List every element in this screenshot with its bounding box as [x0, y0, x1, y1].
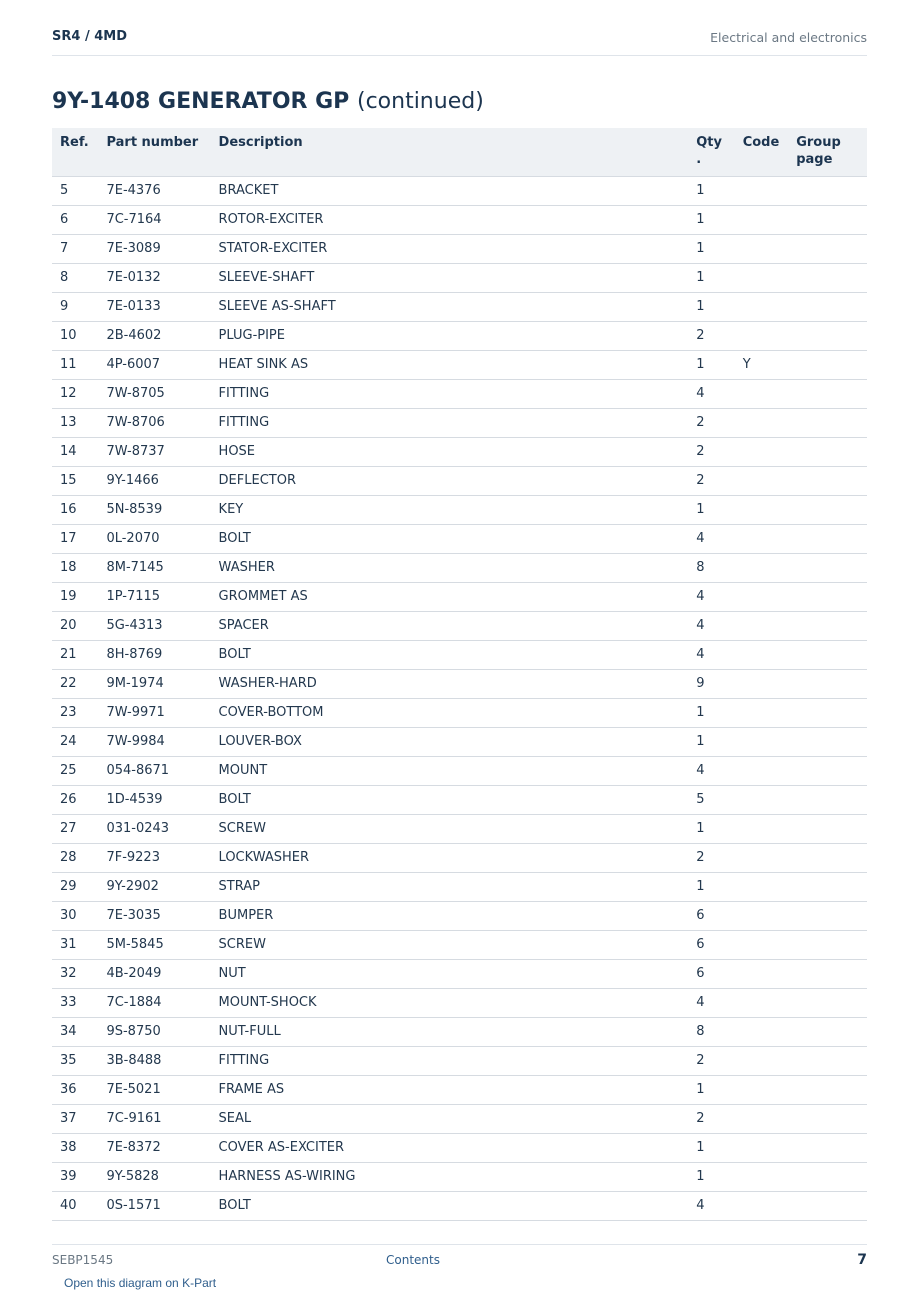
- model-breadcrumb: SR4 / 4MD: [52, 29, 127, 44]
- table-row: [52, 293, 867, 322]
- table-row: [52, 206, 867, 235]
- code-cell: [735, 409, 789, 438]
- description-cell: BOLT: [211, 1192, 689, 1221]
- qty-cell: 1: [688, 496, 734, 525]
- group-page-cell: [788, 786, 867, 815]
- ref-cell: 6: [52, 206, 98, 235]
- description-cell: NUT: [211, 960, 689, 989]
- part-number-cell: 7E-0132: [98, 264, 210, 293]
- table-row: [52, 873, 867, 902]
- description-cell: PLUG-PIPE: [211, 322, 689, 351]
- qty-cell: 5: [688, 786, 734, 815]
- part-number-cell: 9Y-2902: [98, 873, 210, 902]
- group-page-cell: [788, 699, 867, 728]
- qty-cell: 6: [688, 960, 734, 989]
- description-cell: HOSE: [211, 438, 689, 467]
- table-row: [52, 467, 867, 496]
- part-number-cell: 7C-7164: [98, 206, 210, 235]
- table-row: [52, 235, 867, 264]
- ref-cell: 16: [52, 496, 98, 525]
- code-cell: [735, 699, 789, 728]
- code-cell: [735, 960, 789, 989]
- qty-cell: 1: [688, 699, 734, 728]
- code-cell: [735, 583, 789, 612]
- description-cell: SLEEVE AS-SHAFT: [211, 293, 689, 322]
- part-number-cell: 3B-8488: [98, 1047, 210, 1076]
- title-continued: (continued): [356, 89, 484, 114]
- part-number-cell: 7W-8706: [98, 409, 210, 438]
- table-row: [52, 525, 867, 554]
- ref-cell: 34: [52, 1018, 98, 1047]
- column-header-qty: Qty .: [688, 128, 734, 177]
- ref-cell: 19: [52, 583, 98, 612]
- code-cell: [735, 1134, 789, 1163]
- group-page-cell: [788, 989, 867, 1018]
- part-number-cell: 7E-5021: [98, 1076, 210, 1105]
- qty-cell: 2: [688, 438, 734, 467]
- qty-cell: 8: [688, 1018, 734, 1047]
- table-row: [52, 554, 867, 583]
- description-cell: KEY: [211, 496, 689, 525]
- group-page-cell: [788, 1163, 867, 1192]
- part-number-cell: 031-0243: [98, 815, 210, 844]
- part-number-cell: 7E-4376: [98, 177, 210, 206]
- ref-cell: 26: [52, 786, 98, 815]
- group-page-cell: [788, 670, 867, 699]
- group-page-cell: [788, 380, 867, 409]
- group-page-cell: [788, 931, 867, 960]
- group-page-cell: [788, 351, 867, 380]
- description-cell: GROMMET AS: [211, 583, 689, 612]
- group-page-cell: [788, 525, 867, 554]
- document-id: SEBP1545: [52, 1253, 114, 1267]
- ref-cell: 14: [52, 438, 98, 467]
- group-page-cell: [788, 409, 867, 438]
- ref-cell: 15: [52, 467, 98, 496]
- table-row: [52, 351, 867, 380]
- group-page-cell: [788, 1105, 867, 1134]
- qty-cell: 8: [688, 554, 734, 583]
- part-number-cell: 4P-6007: [98, 351, 210, 380]
- ref-cell: 24: [52, 728, 98, 757]
- qty-cell: 1: [688, 1134, 734, 1163]
- description-cell: SPACER: [211, 612, 689, 641]
- page-title: [52, 89, 484, 114]
- part-number-cell: 9Y-1466: [98, 467, 210, 496]
- open-kpart-link[interactable]: Open this diagram on K-Part: [64, 1276, 217, 1290]
- code-cell: [735, 467, 789, 496]
- table-row: [52, 264, 867, 293]
- description-cell: WASHER: [211, 554, 689, 583]
- part-number-cell: 0S-1571: [98, 1192, 210, 1221]
- description-cell: BOLT: [211, 525, 689, 554]
- table-row: [52, 902, 867, 931]
- ref-cell: 7: [52, 235, 98, 264]
- code-cell: Y: [735, 351, 789, 380]
- ref-cell: 8: [52, 264, 98, 293]
- group-page-cell: [788, 873, 867, 902]
- code-cell: [735, 1192, 789, 1221]
- code-cell: [735, 873, 789, 902]
- parts-table: [52, 128, 867, 1221]
- part-number-cell: 5M-5845: [98, 931, 210, 960]
- group-page-cell: [788, 1018, 867, 1047]
- group-page-cell: [788, 496, 867, 525]
- table-row: [52, 931, 867, 960]
- ref-cell: 9: [52, 293, 98, 322]
- ref-cell: 28: [52, 844, 98, 873]
- description-cell: BOLT: [211, 641, 689, 670]
- ref-cell: 18: [52, 554, 98, 583]
- ref-cell: 5: [52, 177, 98, 206]
- table-row: [52, 438, 867, 467]
- table-row: [52, 409, 867, 438]
- table-row: [52, 380, 867, 409]
- part-number-cell: 7C-9161: [98, 1105, 210, 1134]
- qty-cell: 4: [688, 525, 734, 554]
- qty-cell: 2: [688, 844, 734, 873]
- ref-cell: 30: [52, 902, 98, 931]
- group-page-cell: [788, 467, 867, 496]
- code-cell: [735, 931, 789, 960]
- group-page-cell: [788, 612, 867, 641]
- qty-cell: 4: [688, 1192, 734, 1221]
- table-row: [52, 1134, 867, 1163]
- code-cell: [735, 554, 789, 583]
- column-header-group-page: Group page: [788, 128, 867, 177]
- group-title: 9Y-1408 GENERATOR GP: [52, 89, 350, 114]
- description-cell: NUT-FULL: [211, 1018, 689, 1047]
- description-cell: HEAT SINK AS: [211, 351, 689, 380]
- code-cell: [735, 844, 789, 873]
- description-cell: HARNESS AS-WIRING: [211, 1163, 689, 1192]
- description-cell: STATOR-EXCITER: [211, 235, 689, 264]
- table-row: [52, 1076, 867, 1105]
- code-cell: [735, 293, 789, 322]
- ref-cell: 12: [52, 380, 98, 409]
- code-cell: [735, 264, 789, 293]
- ref-cell: 10: [52, 322, 98, 351]
- part-number-cell: 7E-3089: [98, 235, 210, 264]
- table-row: [52, 728, 867, 757]
- code-cell: [735, 1105, 789, 1134]
- group-page-cell: [788, 757, 867, 786]
- parts-table-body: [52, 177, 867, 1221]
- ref-cell: 37: [52, 1105, 98, 1134]
- description-cell: FRAME AS: [211, 1076, 689, 1105]
- table-row: [52, 989, 867, 1018]
- table-row: [52, 322, 867, 351]
- code-cell: [735, 786, 789, 815]
- description-cell: SLEEVE-SHAFT: [211, 264, 689, 293]
- part-number-cell: 7E-3035: [98, 902, 210, 931]
- qty-cell: 6: [688, 902, 734, 931]
- ref-cell: 25: [52, 757, 98, 786]
- code-cell: [735, 1076, 789, 1105]
- qty-cell: 1: [688, 293, 734, 322]
- part-number-cell: 8M-7145: [98, 554, 210, 583]
- ref-cell: 38: [52, 1134, 98, 1163]
- code-cell: [735, 641, 789, 670]
- description-cell: LOCKWASHER: [211, 844, 689, 873]
- description-cell: COVER AS-EXCITER: [211, 1134, 689, 1163]
- table-row: [52, 641, 867, 670]
- description-cell: WASHER-HARD: [211, 670, 689, 699]
- part-number-cell: 2B-4602: [98, 322, 210, 351]
- qty-cell: 1: [688, 1076, 734, 1105]
- code-cell: [735, 206, 789, 235]
- group-page-cell: [788, 960, 867, 989]
- table-row: [52, 496, 867, 525]
- ref-cell: 29: [52, 873, 98, 902]
- part-number-cell: 7W-9984: [98, 728, 210, 757]
- part-number-cell: 9S-8750: [98, 1018, 210, 1047]
- column-header-description: Description: [211, 128, 689, 177]
- ref-cell: 40: [52, 1192, 98, 1221]
- qty-cell: 2: [688, 1105, 734, 1134]
- description-cell: COVER-BOTTOM: [211, 699, 689, 728]
- part-number-cell: 7F-9223: [98, 844, 210, 873]
- qty-cell: 4: [688, 641, 734, 670]
- description-cell: FITTING: [211, 409, 689, 438]
- description-cell: SEAL: [211, 1105, 689, 1134]
- qty-cell: 1: [688, 351, 734, 380]
- ref-cell: 32: [52, 960, 98, 989]
- table-row: [52, 786, 867, 815]
- ref-cell: 11: [52, 351, 98, 380]
- code-cell: [735, 612, 789, 641]
- group-page-cell: [788, 902, 867, 931]
- code-cell: [735, 1163, 789, 1192]
- group-page-cell: [788, 1192, 867, 1221]
- description-cell: BOLT: [211, 786, 689, 815]
- group-page-cell: [788, 815, 867, 844]
- group-page-cell: [788, 554, 867, 583]
- description-cell: BUMPER: [211, 902, 689, 931]
- description-cell: DEFLECTOR: [211, 467, 689, 496]
- page-number: 7: [857, 1252, 867, 1268]
- code-cell: [735, 902, 789, 931]
- ref-cell: 23: [52, 699, 98, 728]
- qty-cell: 1: [688, 728, 734, 757]
- description-cell: ROTOR-EXCITER: [211, 206, 689, 235]
- footer-divider: [52, 1244, 867, 1245]
- code-cell: [735, 235, 789, 264]
- qty-cell: 1: [688, 1163, 734, 1192]
- ref-cell: 27: [52, 815, 98, 844]
- code-cell: [735, 815, 789, 844]
- code-cell: [735, 438, 789, 467]
- qty-cell: 1: [688, 873, 734, 902]
- qty-cell: 1: [688, 206, 734, 235]
- qty-cell: 2: [688, 1047, 734, 1076]
- qty-cell: 1: [688, 815, 734, 844]
- contents-link[interactable]: Contents: [386, 1253, 440, 1267]
- description-cell: BRACKET: [211, 177, 689, 206]
- part-number-cell: 7E-8372: [98, 1134, 210, 1163]
- description-cell: FITTING: [211, 380, 689, 409]
- description-cell: MOUNT-SHOCK: [211, 989, 689, 1018]
- part-number-cell: 5N-8539: [98, 496, 210, 525]
- code-cell: [735, 989, 789, 1018]
- description-cell: SCREW: [211, 815, 689, 844]
- ref-cell: 39: [52, 1163, 98, 1192]
- table-row: [52, 1105, 867, 1134]
- code-cell: [735, 380, 789, 409]
- group-page-cell: [788, 177, 867, 206]
- table-row: [52, 177, 867, 206]
- group-page-cell: [788, 235, 867, 264]
- group-page-cell: [788, 264, 867, 293]
- section-name: Electrical and electronics: [710, 30, 867, 45]
- part-number-cell: 7C-1884: [98, 989, 210, 1018]
- qty-cell: 9: [688, 670, 734, 699]
- page-header: [52, 28, 867, 56]
- code-cell: [735, 728, 789, 757]
- group-page-cell: [788, 728, 867, 757]
- group-page-cell: [788, 1076, 867, 1105]
- table-row: [52, 699, 867, 728]
- code-cell: [735, 757, 789, 786]
- ref-cell: 21: [52, 641, 98, 670]
- table-header-row: [52, 128, 867, 177]
- ref-cell: 22: [52, 670, 98, 699]
- code-cell: [735, 1047, 789, 1076]
- ref-cell: 36: [52, 1076, 98, 1105]
- table-row: [52, 1018, 867, 1047]
- qty-cell: 2: [688, 409, 734, 438]
- table-row: [52, 815, 867, 844]
- table-row: [52, 960, 867, 989]
- column-header-part-number: Part number: [98, 128, 210, 177]
- qty-cell: 4: [688, 757, 734, 786]
- qty-cell: 4: [688, 612, 734, 641]
- part-number-cell: 7W-8705: [98, 380, 210, 409]
- table-row: [52, 612, 867, 641]
- qty-cell: 1: [688, 235, 734, 264]
- table-row: [52, 844, 867, 873]
- group-page-cell: [788, 206, 867, 235]
- group-page-cell: [788, 438, 867, 467]
- part-number-cell: 1D-4539: [98, 786, 210, 815]
- code-cell: [735, 496, 789, 525]
- group-page-cell: [788, 583, 867, 612]
- part-number-cell: 8H-8769: [98, 641, 210, 670]
- code-cell: [735, 177, 789, 206]
- code-cell: [735, 322, 789, 351]
- code-cell: [735, 525, 789, 554]
- code-cell: [735, 670, 789, 699]
- qty-cell: 4: [688, 583, 734, 612]
- part-number-cell: 0L-2070: [98, 525, 210, 554]
- part-number-cell: 7W-9971: [98, 699, 210, 728]
- part-number-cell: 4B-2049: [98, 960, 210, 989]
- part-number-cell: 7E-0133: [98, 293, 210, 322]
- ref-cell: 35: [52, 1047, 98, 1076]
- description-cell: STRAP: [211, 873, 689, 902]
- table-row: [52, 1047, 867, 1076]
- table-row: [52, 757, 867, 786]
- ref-cell: 13: [52, 409, 98, 438]
- column-header-code: Code: [735, 128, 789, 177]
- part-number-cell: 7W-8737: [98, 438, 210, 467]
- part-number-cell: 1P-7115: [98, 583, 210, 612]
- qty-cell: 4: [688, 989, 734, 1018]
- table-row: [52, 1163, 867, 1192]
- part-number-cell: 9M-1974: [98, 670, 210, 699]
- group-page-cell: [788, 844, 867, 873]
- part-number-cell: 5G-4313: [98, 612, 210, 641]
- qty-cell: 1: [688, 264, 734, 293]
- description-cell: LOUVER-BOX: [211, 728, 689, 757]
- qty-cell: 2: [688, 322, 734, 351]
- part-number-cell: 9Y-5828: [98, 1163, 210, 1192]
- ref-cell: 17: [52, 525, 98, 554]
- group-page-cell: [788, 641, 867, 670]
- code-cell: [735, 1018, 789, 1047]
- group-page-cell: [788, 293, 867, 322]
- description-cell: MOUNT: [211, 757, 689, 786]
- group-page-cell: [788, 322, 867, 351]
- qty-cell: 1: [688, 177, 734, 206]
- qty-cell: 2: [688, 467, 734, 496]
- table-row: [52, 1192, 867, 1221]
- ref-cell: 33: [52, 989, 98, 1018]
- group-page-cell: [788, 1047, 867, 1076]
- group-page-cell: [788, 1134, 867, 1163]
- qty-cell: 4: [688, 380, 734, 409]
- part-number-cell: 054-8671: [98, 757, 210, 786]
- qty-cell: 6: [688, 931, 734, 960]
- ref-cell: 20: [52, 612, 98, 641]
- description-cell: SCREW: [211, 931, 689, 960]
- ref-cell: 31: [52, 931, 98, 960]
- table-row: [52, 670, 867, 699]
- table-row: [52, 583, 867, 612]
- description-cell: FITTING: [211, 1047, 689, 1076]
- column-header-ref: Ref.: [52, 128, 98, 177]
